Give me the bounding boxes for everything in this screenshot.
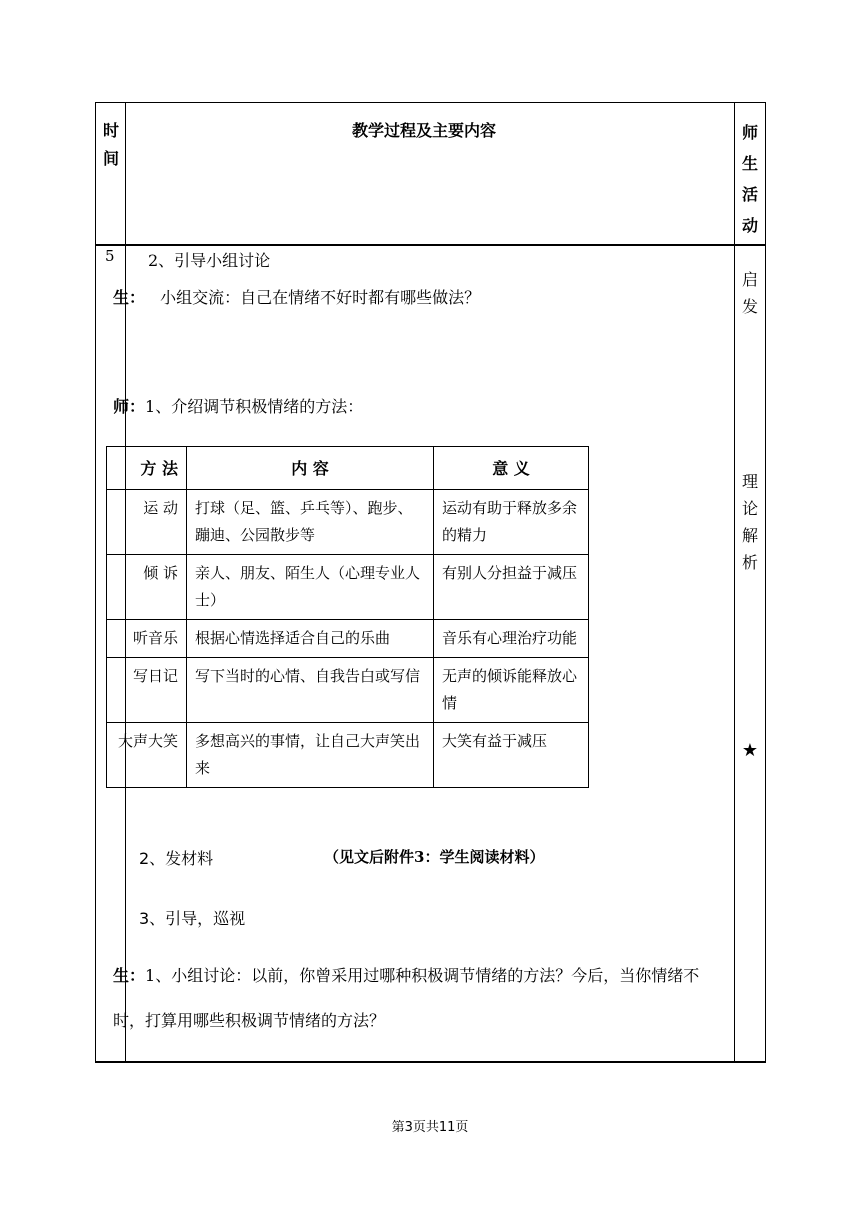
student2-cont-prefix: 时 bbox=[113, 1011, 130, 1030]
table-divider-activity bbox=[734, 102, 735, 1063]
time-value: 5 bbox=[105, 247, 115, 265]
table-row bbox=[107, 555, 589, 620]
time-column-header: 时间 bbox=[102, 121, 119, 168]
content-cell: 打球（足、篮、乒乓等）、跑步、蹦迪、公园散步等 bbox=[187, 490, 434, 555]
step2-title: 2、引导小组讨论 bbox=[148, 251, 271, 270]
material-note: （见文后附件3：学生阅读材料） bbox=[324, 848, 545, 866]
content-cell: 多想高兴的事情，让自己大声笑出来 bbox=[187, 723, 434, 788]
table-border-right bbox=[765, 102, 766, 1063]
methods-header-content: 内 容 bbox=[187, 447, 434, 490]
meaning-cell: 音乐有心理治疗功能 bbox=[434, 620, 589, 658]
methods-header-meaning: 意 义 bbox=[434, 447, 589, 490]
student2-prefix: 生： bbox=[113, 966, 146, 985]
method-cell: 写日记 bbox=[107, 658, 187, 723]
teacher-line bbox=[113, 394, 363, 417]
table-row bbox=[107, 723, 589, 788]
student2-cont-text: ，打算用哪些积极调节情绪的方法？ bbox=[129, 1011, 386, 1030]
content-cell: 亲人、朋友、陌生人（心理专业人士） bbox=[187, 555, 434, 620]
student2-cont-line bbox=[113, 1008, 385, 1031]
methods-header-method: 方 法 bbox=[107, 447, 187, 490]
method-cell: 运 动 bbox=[107, 490, 187, 555]
method-cell: 听音乐 bbox=[107, 620, 187, 658]
table-row bbox=[107, 490, 589, 555]
student-prefix: 生： bbox=[113, 288, 146, 307]
table-border-left bbox=[95, 102, 96, 1063]
method-cell: 倾 诉 bbox=[107, 555, 187, 620]
material-line bbox=[139, 846, 213, 869]
meaning-cell: 有别人分担益于减压 bbox=[434, 555, 589, 620]
material-label: 2、发材料 bbox=[139, 849, 214, 868]
student2-text: 1、小组讨论：以前，你曾采用过哪种积极调节情绪的方法？今后，当你情绪不 bbox=[145, 966, 700, 985]
content-cell: 写下当时的心情、自我告白或写信 bbox=[187, 658, 434, 723]
teacher-text: 1、介绍调节积极情绪的方法： bbox=[145, 397, 364, 416]
teacher-prefix: 师： bbox=[113, 397, 146, 416]
activity-inspire: 启发 bbox=[741, 270, 758, 316]
methods-table-header-row bbox=[107, 447, 589, 490]
table-row bbox=[107, 658, 589, 723]
main-content-cell bbox=[113, 246, 733, 1061]
activity-theory-analysis: 理论解析 bbox=[741, 472, 758, 572]
method-cell: 大声大笑 bbox=[107, 723, 187, 788]
table-border-top bbox=[95, 102, 766, 103]
main-column-header: 教学过程及主要内容 bbox=[352, 121, 497, 140]
content-cell: 根据心情选择适合自己的乐曲 bbox=[187, 620, 434, 658]
methods-table bbox=[106, 446, 589, 788]
table-border-bottom bbox=[95, 1061, 766, 1063]
meaning-cell: 运动有助于释放多余的精力 bbox=[434, 490, 589, 555]
table-row bbox=[107, 620, 589, 658]
student-line bbox=[113, 285, 480, 308]
page-footer: 第3页共11页 bbox=[391, 1120, 469, 1135]
star-icon: ★ bbox=[741, 740, 759, 761]
student2-line bbox=[113, 963, 699, 986]
activity-column-header: 师生活动 bbox=[741, 123, 758, 235]
meaning-cell: 大笑有益于减压 bbox=[434, 723, 589, 788]
meaning-cell: 无声的倾诉能释放心情 bbox=[434, 658, 589, 723]
guide-label: 3、引导，巡视 bbox=[139, 909, 246, 928]
student-text: 小组交流：自己在情绪不好时都有哪些做法？ bbox=[160, 288, 481, 307]
